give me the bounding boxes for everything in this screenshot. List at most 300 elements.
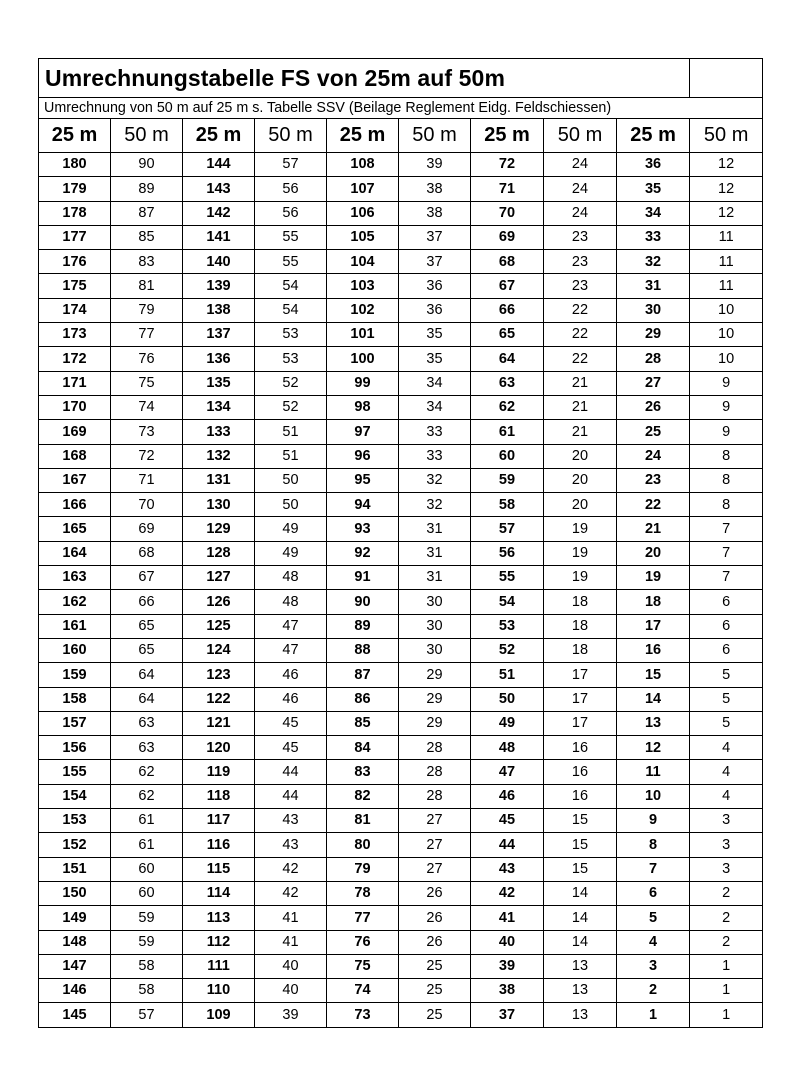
cell-25m: 31: [617, 274, 690, 298]
cell-50m: 79: [111, 298, 183, 322]
cell-25m: 27: [617, 371, 690, 395]
cell-25m: 73: [327, 1003, 399, 1027]
cell-25m: 19: [617, 566, 690, 590]
cell-50m: 23: [544, 225, 617, 249]
cell-25m: 120: [183, 736, 255, 760]
header-25m: 25 m: [39, 119, 111, 153]
cell-25m: 178: [39, 201, 111, 225]
cell-50m: 61: [111, 809, 183, 833]
cell-25m: 22: [617, 493, 690, 517]
cell-25m: 88: [327, 638, 399, 662]
cell-50m: 51: [255, 420, 327, 444]
header-25m: 25 m: [471, 119, 544, 153]
cell-50m: 14: [544, 881, 617, 905]
cell-50m: 48: [255, 566, 327, 590]
cell-50m: 37: [399, 250, 471, 274]
cell-25m: 116: [183, 833, 255, 857]
cell-25m: 50: [471, 687, 544, 711]
table-row: [39, 566, 763, 590]
table-row: [39, 250, 763, 274]
cell-25m: 113: [183, 906, 255, 930]
table-row: [39, 736, 763, 760]
cell-25m: 125: [183, 614, 255, 638]
cell-50m: 58: [111, 979, 183, 1003]
cell-25m: 149: [39, 906, 111, 930]
cell-50m: 44: [255, 784, 327, 808]
table-row: [39, 444, 763, 468]
cell-25m: 76: [327, 930, 399, 954]
cell-50m: 21: [544, 395, 617, 419]
cell-50m: 74: [111, 395, 183, 419]
cell-25m: 140: [183, 250, 255, 274]
cell-25m: 144: [183, 153, 255, 177]
cell-25m: 136: [183, 347, 255, 371]
cell-25m: 104: [327, 250, 399, 274]
cell-50m: 1: [690, 979, 763, 1003]
cell-50m: 57: [255, 153, 327, 177]
cell-50m: 29: [399, 663, 471, 687]
cell-50m: 14: [544, 930, 617, 954]
cell-25m: 7: [617, 857, 690, 881]
cell-25m: 108: [327, 153, 399, 177]
cell-25m: 119: [183, 760, 255, 784]
cell-25m: 103: [327, 274, 399, 298]
cell-50m: 45: [255, 736, 327, 760]
cell-50m: 6: [690, 590, 763, 614]
table-row: [39, 857, 763, 881]
cell-50m: 32: [399, 468, 471, 492]
cell-25m: 154: [39, 784, 111, 808]
cell-50m: 8: [690, 444, 763, 468]
cell-25m: 176: [39, 250, 111, 274]
header-50m: 50 m: [690, 119, 763, 153]
cell-50m: 54: [255, 298, 327, 322]
table-row: [39, 395, 763, 419]
cell-25m: 39: [471, 954, 544, 978]
cell-25m: 100: [327, 347, 399, 371]
cell-25m: 20: [617, 541, 690, 565]
cell-50m: 36: [399, 298, 471, 322]
cell-25m: 72: [471, 153, 544, 177]
cell-50m: 24: [544, 201, 617, 225]
cell-50m: 18: [544, 590, 617, 614]
cell-50m: 6: [690, 614, 763, 638]
cell-25m: 126: [183, 590, 255, 614]
cell-50m: 67: [111, 566, 183, 590]
cell-25m: 99: [327, 371, 399, 395]
cell-50m: 29: [399, 687, 471, 711]
cell-50m: 73: [111, 420, 183, 444]
cell-50m: 39: [255, 1003, 327, 1027]
cell-50m: 21: [544, 371, 617, 395]
cell-25m: 43: [471, 857, 544, 881]
cell-25m: 10: [617, 784, 690, 808]
cell-25m: 12: [617, 736, 690, 760]
cell-50m: 13: [544, 979, 617, 1003]
table-row: [39, 614, 763, 638]
cell-25m: 4: [617, 930, 690, 954]
cell-25m: 121: [183, 711, 255, 735]
cell-25m: 112: [183, 930, 255, 954]
cell-50m: 18: [544, 638, 617, 662]
cell-50m: 23: [544, 274, 617, 298]
cell-25m: 127: [183, 566, 255, 590]
cell-25m: 1: [617, 1003, 690, 1027]
cell-50m: 16: [544, 736, 617, 760]
cell-25m: 160: [39, 638, 111, 662]
table-row: [39, 930, 763, 954]
table-row: [39, 323, 763, 347]
cell-50m: 65: [111, 638, 183, 662]
cell-50m: 76: [111, 347, 183, 371]
cell-50m: 15: [544, 833, 617, 857]
cell-50m: 60: [111, 857, 183, 881]
cell-25m: 153: [39, 809, 111, 833]
cell-25m: 131: [183, 468, 255, 492]
cell-25m: 97: [327, 420, 399, 444]
cell-50m: 56: [255, 201, 327, 225]
header-25m: 25 m: [183, 119, 255, 153]
cell-50m: 27: [399, 857, 471, 881]
cell-25m: 55: [471, 566, 544, 590]
cell-25m: 111: [183, 954, 255, 978]
cell-50m: 35: [399, 323, 471, 347]
cell-50m: 15: [544, 857, 617, 881]
cell-25m: 52: [471, 638, 544, 662]
cell-50m: 5: [690, 663, 763, 687]
cell-25m: 69: [471, 225, 544, 249]
cell-50m: 42: [255, 881, 327, 905]
cell-25m: 172: [39, 347, 111, 371]
cell-50m: 2: [690, 930, 763, 954]
cell-50m: 14: [544, 906, 617, 930]
cell-25m: 45: [471, 809, 544, 833]
cell-25m: 161: [39, 614, 111, 638]
cell-25m: 40: [471, 930, 544, 954]
cell-50m: 12: [690, 153, 763, 177]
cell-25m: 168: [39, 444, 111, 468]
cell-50m: 54: [255, 274, 327, 298]
cell-25m: 2: [617, 979, 690, 1003]
cell-50m: 53: [255, 323, 327, 347]
cell-50m: 20: [544, 444, 617, 468]
cell-25m: 92: [327, 541, 399, 565]
table-row: [39, 979, 763, 1003]
subtitle-row: [39, 98, 763, 119]
cell-50m: 60: [111, 881, 183, 905]
cell-50m: 4: [690, 760, 763, 784]
cell-50m: 24: [544, 177, 617, 201]
cell-25m: 146: [39, 979, 111, 1003]
table-row: [39, 638, 763, 662]
cell-50m: 72: [111, 444, 183, 468]
cell-50m: 12: [690, 201, 763, 225]
cell-25m: 84: [327, 736, 399, 760]
cell-25m: 74: [327, 979, 399, 1003]
cell-50m: 30: [399, 614, 471, 638]
cell-50m: 7: [690, 541, 763, 565]
cell-25m: 71: [471, 177, 544, 201]
cell-25m: 175: [39, 274, 111, 298]
cell-25m: 133: [183, 420, 255, 444]
table-row: [39, 881, 763, 905]
table-row: [39, 833, 763, 857]
cell-25m: 117: [183, 809, 255, 833]
cell-25m: 35: [617, 177, 690, 201]
cell-25m: 8: [617, 833, 690, 857]
cell-50m: 59: [111, 906, 183, 930]
cell-50m: 9: [690, 371, 763, 395]
cell-25m: 54: [471, 590, 544, 614]
cell-50m: 3: [690, 833, 763, 857]
cell-25m: 115: [183, 857, 255, 881]
cell-25m: 95: [327, 468, 399, 492]
cell-25m: 57: [471, 517, 544, 541]
cell-50m: 51: [255, 444, 327, 468]
cell-50m: 52: [255, 371, 327, 395]
cell-25m: 105: [327, 225, 399, 249]
cell-25m: 62: [471, 395, 544, 419]
table-row: [39, 954, 763, 978]
table-row: [39, 298, 763, 322]
cell-50m: 13: [544, 1003, 617, 1027]
cell-50m: 18: [544, 614, 617, 638]
cell-50m: 7: [690, 517, 763, 541]
cell-25m: 11: [617, 760, 690, 784]
cell-50m: 61: [111, 833, 183, 857]
table-row: [39, 760, 763, 784]
cell-50m: 22: [544, 347, 617, 371]
cell-50m: 43: [255, 833, 327, 857]
cell-25m: 164: [39, 541, 111, 565]
cell-50m: 39: [399, 153, 471, 177]
cell-50m: 47: [255, 614, 327, 638]
cell-25m: 145: [39, 1003, 111, 1027]
cell-50m: 12: [690, 177, 763, 201]
cell-25m: 53: [471, 614, 544, 638]
cell-50m: 31: [399, 517, 471, 541]
cell-25m: 163: [39, 566, 111, 590]
table-row: [39, 177, 763, 201]
cell-25m: 28: [617, 347, 690, 371]
cell-50m: 31: [399, 541, 471, 565]
cell-50m: 11: [690, 225, 763, 249]
cell-25m: 101: [327, 323, 399, 347]
cell-25m: 5: [617, 906, 690, 930]
cell-50m: 26: [399, 906, 471, 930]
cell-25m: 42: [471, 881, 544, 905]
cell-25m: 24: [617, 444, 690, 468]
cell-50m: 31: [399, 566, 471, 590]
cell-50m: 21: [544, 420, 617, 444]
cell-25m: 162: [39, 590, 111, 614]
cell-25m: 138: [183, 298, 255, 322]
cell-50m: 35: [399, 347, 471, 371]
cell-50m: 19: [544, 517, 617, 541]
cell-50m: 2: [690, 906, 763, 930]
cell-50m: 10: [690, 323, 763, 347]
cell-50m: 11: [690, 274, 763, 298]
cell-50m: 41: [255, 906, 327, 930]
cell-50m: 28: [399, 760, 471, 784]
cell-25m: 32: [617, 250, 690, 274]
cell-25m: 70: [471, 201, 544, 225]
cell-25m: 9: [617, 809, 690, 833]
cell-50m: 26: [399, 930, 471, 954]
cell-25m: 141: [183, 225, 255, 249]
cell-50m: 52: [255, 395, 327, 419]
cell-50m: 25: [399, 1003, 471, 1027]
cell-50m: 65: [111, 614, 183, 638]
cell-50m: 42: [255, 857, 327, 881]
cell-25m: 13: [617, 711, 690, 735]
cell-25m: 177: [39, 225, 111, 249]
cell-25m: 137: [183, 323, 255, 347]
table-row: [39, 517, 763, 541]
cell-50m: 68: [111, 541, 183, 565]
cell-50m: 77: [111, 323, 183, 347]
cell-50m: 37: [399, 225, 471, 249]
cell-25m: 174: [39, 298, 111, 322]
table-row: [39, 663, 763, 687]
cell-25m: 34: [617, 201, 690, 225]
header-50m: 50 m: [399, 119, 471, 153]
cell-50m: 5: [690, 687, 763, 711]
cell-25m: 51: [471, 663, 544, 687]
cell-50m: 36: [399, 274, 471, 298]
cell-25m: 118: [183, 784, 255, 808]
cell-50m: 33: [399, 420, 471, 444]
cell-25m: 128: [183, 541, 255, 565]
cell-25m: 166: [39, 493, 111, 517]
cell-25m: 93: [327, 517, 399, 541]
cell-25m: 148: [39, 930, 111, 954]
cell-50m: 19: [544, 541, 617, 565]
cell-50m: 17: [544, 711, 617, 735]
conversion-document: [38, 58, 760, 1028]
cell-50m: 49: [255, 541, 327, 565]
title-row: [39, 59, 763, 98]
table-row: [39, 347, 763, 371]
table-row: [39, 225, 763, 249]
cell-50m: 2: [690, 881, 763, 905]
cell-25m: 165: [39, 517, 111, 541]
cell-50m: 62: [111, 784, 183, 808]
cell-50m: 4: [690, 784, 763, 808]
cell-25m: 21: [617, 517, 690, 541]
cell-25m: 75: [327, 954, 399, 978]
cell-50m: 1: [690, 1003, 763, 1027]
cell-50m: 16: [544, 760, 617, 784]
cell-50m: 10: [690, 347, 763, 371]
cell-50m: 29: [399, 711, 471, 735]
cell-25m: 38: [471, 979, 544, 1003]
cell-25m: 18: [617, 590, 690, 614]
cell-50m: 9: [690, 420, 763, 444]
cell-50m: 58: [111, 954, 183, 978]
title-empty-cell: [690, 59, 763, 98]
cell-50m: 40: [255, 954, 327, 978]
cell-25m: 68: [471, 250, 544, 274]
cell-25m: 56: [471, 541, 544, 565]
cell-25m: 80: [327, 833, 399, 857]
cell-50m: 28: [399, 736, 471, 760]
cell-25m: 106: [327, 201, 399, 225]
cell-25m: 16: [617, 638, 690, 662]
cell-50m: 90: [111, 153, 183, 177]
cell-25m: 37: [471, 1003, 544, 1027]
cell-25m: 91: [327, 566, 399, 590]
header-50m: 50 m: [255, 119, 327, 153]
table-subtitle: Umrechnung von 50 m auf 25 m s. Tabelle SSV (Beilage Reglement Eidg. Feldschiessen): [39, 98, 763, 119]
cell-25m: 85: [327, 711, 399, 735]
header-50m: 50 m: [544, 119, 617, 153]
cell-25m: 63: [471, 371, 544, 395]
table-row: [39, 784, 763, 808]
cell-25m: 135: [183, 371, 255, 395]
conversion-table: [38, 58, 763, 1028]
cell-50m: 50: [255, 468, 327, 492]
cell-50m: 89: [111, 177, 183, 201]
cell-25m: 48: [471, 736, 544, 760]
header-50m: 50 m: [111, 119, 183, 153]
cell-50m: 46: [255, 663, 327, 687]
cell-50m: 43: [255, 809, 327, 833]
cell-50m: 22: [544, 298, 617, 322]
cell-25m: 122: [183, 687, 255, 711]
table-row: [39, 1003, 763, 1027]
cell-50m: 66: [111, 590, 183, 614]
cell-50m: 55: [255, 250, 327, 274]
cell-25m: 152: [39, 833, 111, 857]
cell-50m: 49: [255, 517, 327, 541]
cell-25m: 15: [617, 663, 690, 687]
cell-25m: 158: [39, 687, 111, 711]
cell-25m: 77: [327, 906, 399, 930]
cell-50m: 17: [544, 687, 617, 711]
cell-50m: 9: [690, 395, 763, 419]
cell-50m: 13: [544, 954, 617, 978]
cell-25m: 29: [617, 323, 690, 347]
cell-50m: 56: [255, 177, 327, 201]
cell-50m: 59: [111, 930, 183, 954]
cell-50m: 48: [255, 590, 327, 614]
cell-50m: 27: [399, 809, 471, 833]
cell-25m: 96: [327, 444, 399, 468]
cell-25m: 61: [471, 420, 544, 444]
cell-50m: 81: [111, 274, 183, 298]
cell-25m: 151: [39, 857, 111, 881]
cell-25m: 59: [471, 468, 544, 492]
cell-25m: 124: [183, 638, 255, 662]
cell-25m: 81: [327, 809, 399, 833]
cell-50m: 53: [255, 347, 327, 371]
cell-25m: 3: [617, 954, 690, 978]
cell-50m: 6: [690, 638, 763, 662]
cell-50m: 33: [399, 444, 471, 468]
header-row: [39, 119, 763, 153]
cell-50m: 64: [111, 663, 183, 687]
cell-25m: 179: [39, 177, 111, 201]
cell-50m: 15: [544, 809, 617, 833]
cell-25m: 86: [327, 687, 399, 711]
cell-25m: 79: [327, 857, 399, 881]
table-row: [39, 541, 763, 565]
cell-25m: 36: [617, 153, 690, 177]
cell-25m: 66: [471, 298, 544, 322]
header-25m: 25 m: [327, 119, 399, 153]
cell-50m: 20: [544, 468, 617, 492]
